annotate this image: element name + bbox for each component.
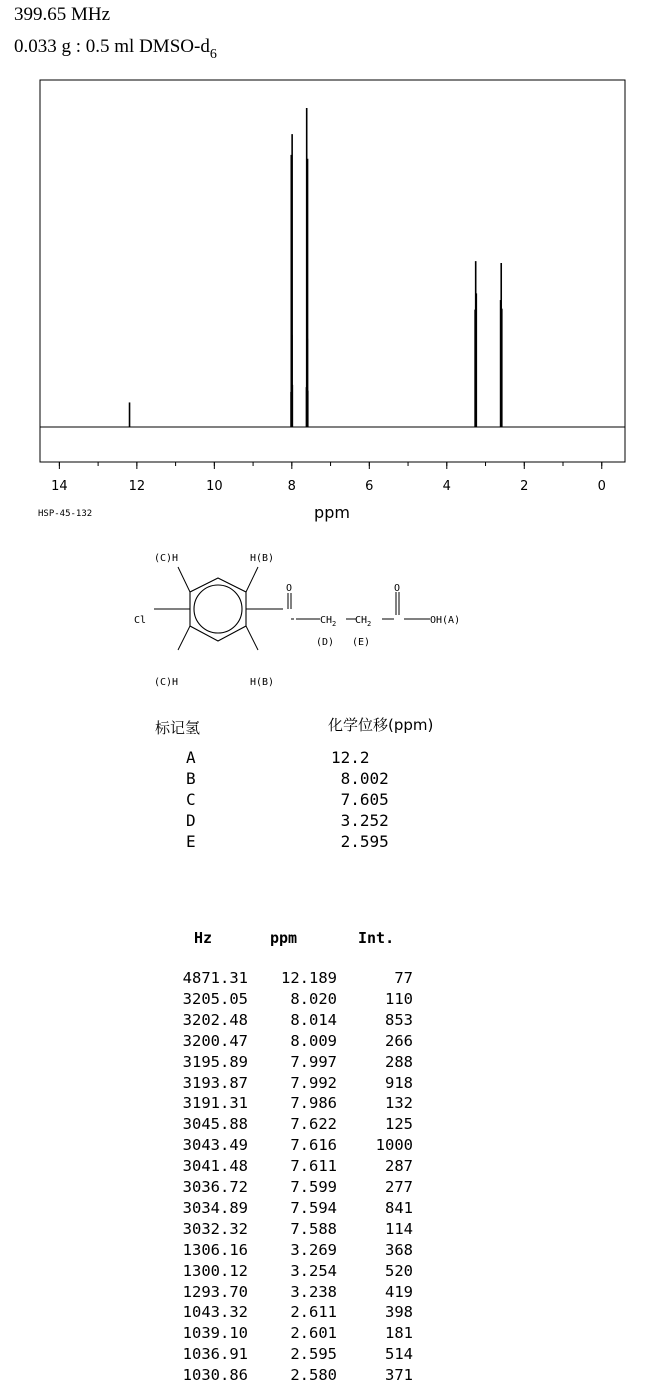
spectrum-code: HSP-45-132	[38, 509, 93, 519]
plot-frame	[40, 80, 625, 462]
peak-hz-cell: 3036.72	[182, 1178, 248, 1196]
table-row	[0, 1053, 652, 1074]
peak-ppm-cell: 7.588	[290, 1219, 337, 1238]
assignment-shift: 7.605	[331, 790, 389, 809]
peak-ppm-cell: 3.269	[290, 1240, 337, 1259]
assignment-label: E	[186, 832, 196, 851]
peak-ppm-cell: 2.611	[290, 1303, 337, 1322]
x-tick-label: 6	[365, 479, 374, 494]
assignment-header-shift: 化学位移(ppm)	[328, 716, 434, 734]
peak-int-cell: 520	[385, 1261, 413, 1280]
table-row	[0, 1074, 652, 1095]
sample-text: 0.033 g : 0.5 ml DMSO-d	[14, 36, 210, 57]
peak-int-cell: 841	[385, 1198, 413, 1217]
label-c-bot: (C)H	[154, 677, 179, 688]
peak-int-cell: 287	[385, 1157, 413, 1176]
assignment-shift: 12.2	[331, 748, 370, 767]
table-row	[0, 1283, 652, 1304]
peak-ppm-cell: 3.238	[290, 1282, 337, 1301]
table-row	[0, 1011, 652, 1032]
peak-ppm-cell: 2.601	[290, 1324, 337, 1343]
label-c-top: (C)H	[154, 553, 179, 564]
peak-int-cell: 288	[385, 1052, 413, 1071]
table-row	[0, 1220, 652, 1241]
assignment-row	[0, 811, 652, 832]
bond-c-bot	[178, 626, 190, 650]
benzene-ring	[190, 578, 246, 641]
peak-ppm-cell: 7.611	[290, 1157, 337, 1176]
peak-header-hz: Hz	[194, 929, 213, 947]
peak-hz-cell: 1306.16	[182, 1240, 248, 1259]
spectrometer-frequency: 399.65 MHz	[14, 4, 111, 25]
peak-ppm-cell: 7.622	[290, 1115, 337, 1134]
peak-int-cell: 181	[385, 1324, 413, 1343]
x-tick-label: 12	[128, 479, 146, 494]
x-tick-label: 10	[206, 479, 223, 494]
aromatic-circle	[194, 585, 242, 633]
label-d: (D)	[316, 637, 335, 648]
peak-hz-cell: 1039.10	[182, 1324, 248, 1343]
peak-int-cell: 114	[385, 1219, 413, 1238]
assignment-header-hydrogen: 标记氢	[155, 719, 201, 737]
peak-int-cell: 125	[385, 1115, 413, 1134]
peak-int-cell: 132	[385, 1094, 413, 1113]
table-row	[0, 1094, 652, 1115]
bond-b-top	[246, 567, 258, 592]
peak-ppm-cell: 8.014	[290, 1010, 337, 1029]
peak-hz-cell: 1030.86	[182, 1366, 248, 1385]
peak-hz-cell: 1036.91	[182, 1345, 248, 1364]
table-row	[0, 1115, 652, 1136]
label-oh: OH(A)	[430, 615, 461, 626]
assignment-shift: 3.252	[331, 811, 389, 830]
table-row	[0, 1032, 652, 1053]
x-tick-label: 0	[597, 479, 606, 494]
peak-int-cell: 77	[394, 969, 413, 987]
molecule-structure	[120, 545, 500, 695]
peak-int-cell: 514	[385, 1345, 413, 1364]
bond-c-top	[178, 567, 190, 592]
label-b-top: H(B)	[250, 553, 275, 564]
table-row	[0, 1324, 652, 1345]
peak-ppm-cell: 7.594	[290, 1198, 337, 1217]
peak-int-cell: 110	[385, 989, 413, 1008]
peak-hz-cell: 3043.49	[182, 1136, 248, 1155]
peak-ppm-cell: 7.992	[290, 1073, 337, 1092]
peak-int-cell: 266	[385, 1031, 413, 1050]
x-tick-label: 8	[287, 479, 296, 494]
table-row	[0, 1303, 652, 1324]
peak-int-cell: 371	[385, 1366, 413, 1385]
table-row	[0, 1136, 652, 1157]
assignment-label: C	[186, 790, 196, 809]
assignment-shift: 2.595	[331, 832, 389, 851]
peak-hz-cell: 1043.32	[182, 1303, 248, 1322]
peak-int-cell: 853	[385, 1010, 413, 1029]
minor-ticks	[59, 462, 601, 466]
assignment-row	[0, 790, 652, 811]
peak-hz-cell: 1300.12	[182, 1261, 248, 1280]
peak-ppm-cell: 8.020	[290, 989, 337, 1008]
peak-hz-cell: 3034.89	[182, 1198, 248, 1217]
label-o1: O	[286, 583, 293, 594]
peak-int-cell: 1000	[375, 1136, 413, 1155]
x-tick-label: 14	[51, 479, 68, 494]
peak-hz-cell: 3193.87	[182, 1073, 248, 1092]
peak-int-cell: 368	[385, 1240, 413, 1259]
assignment-label: A	[186, 748, 196, 767]
peak-ppm-cell: 12.189	[281, 969, 337, 987]
assignment-label: B	[186, 769, 196, 788]
table-row	[0, 969, 652, 990]
label-o2: O	[394, 583, 401, 594]
assignment-shift: 8.002	[331, 769, 389, 788]
peak-hz-cell: 3041.48	[182, 1157, 248, 1176]
x-tick-label: 2	[520, 479, 529, 494]
peak-hz-cell: 4871.31	[182, 969, 248, 987]
peak-ppm-cell: 7.599	[290, 1178, 337, 1196]
peak-ppm-cell: 7.997	[290, 1052, 337, 1071]
assignment-row	[0, 769, 652, 790]
peak-hz-cell: 1293.70	[182, 1282, 248, 1301]
label-ch2-2: $CH_2$	[355, 615, 372, 628]
peak-header-ppm: ppm	[270, 929, 298, 947]
peak-ppm-cell: 7.986	[290, 1094, 337, 1113]
table-row	[0, 1178, 652, 1199]
label-e: (E)	[352, 637, 371, 648]
assignment-label: D	[186, 811, 196, 830]
assignment-row	[0, 832, 652, 853]
table-row	[0, 1241, 652, 1262]
peak-ppm-cell: 8.009	[290, 1031, 337, 1050]
peak-int-cell: 419	[385, 1282, 413, 1301]
table-row	[0, 1345, 652, 1366]
bond-b-bot	[246, 626, 258, 650]
sample-subscript: 6	[209, 47, 217, 62]
peak-hz-cell: 3045.88	[182, 1115, 248, 1134]
tick-labels	[51, 479, 606, 494]
x-tick-label: 4	[442, 479, 451, 494]
peak-ppm-cell: 3.254	[290, 1261, 337, 1280]
peak-ppm-cell: 7.616	[290, 1136, 337, 1155]
peak-ppm-cell: 2.580	[290, 1366, 337, 1385]
x-axis-label: ppm	[314, 503, 350, 522]
table-row	[0, 990, 652, 1011]
peak-lines	[130, 108, 502, 427]
peak-ppm-cell: 2.595	[290, 1345, 337, 1364]
peak-int-cell: 277	[385, 1178, 413, 1196]
nmr-spectrum-chart	[0, 0, 652, 530]
peak-int-cell: 398	[385, 1303, 413, 1322]
peak-hz-cell: 3195.89	[182, 1052, 248, 1071]
peak-hz-cell: 3200.47	[182, 1031, 248, 1050]
peak-hz-cell: 3191.31	[182, 1094, 248, 1113]
table-row	[0, 1262, 652, 1283]
peak-hz-cell: 3032.32	[182, 1219, 248, 1238]
table-row	[0, 1157, 652, 1178]
table-row	[0, 1199, 652, 1220]
assignment-row	[0, 748, 652, 769]
peak-hz-cell: 3205.05	[182, 989, 248, 1008]
peak-hz-cell: 3202.48	[182, 1010, 248, 1029]
label-cl: Cl	[134, 615, 147, 626]
peak-header-int: Int.	[358, 929, 395, 947]
label-ch2-1: $CH_2$	[320, 615, 337, 628]
label-b-bot: H(B)	[250, 677, 275, 688]
peak-int-cell: 918	[385, 1073, 413, 1092]
